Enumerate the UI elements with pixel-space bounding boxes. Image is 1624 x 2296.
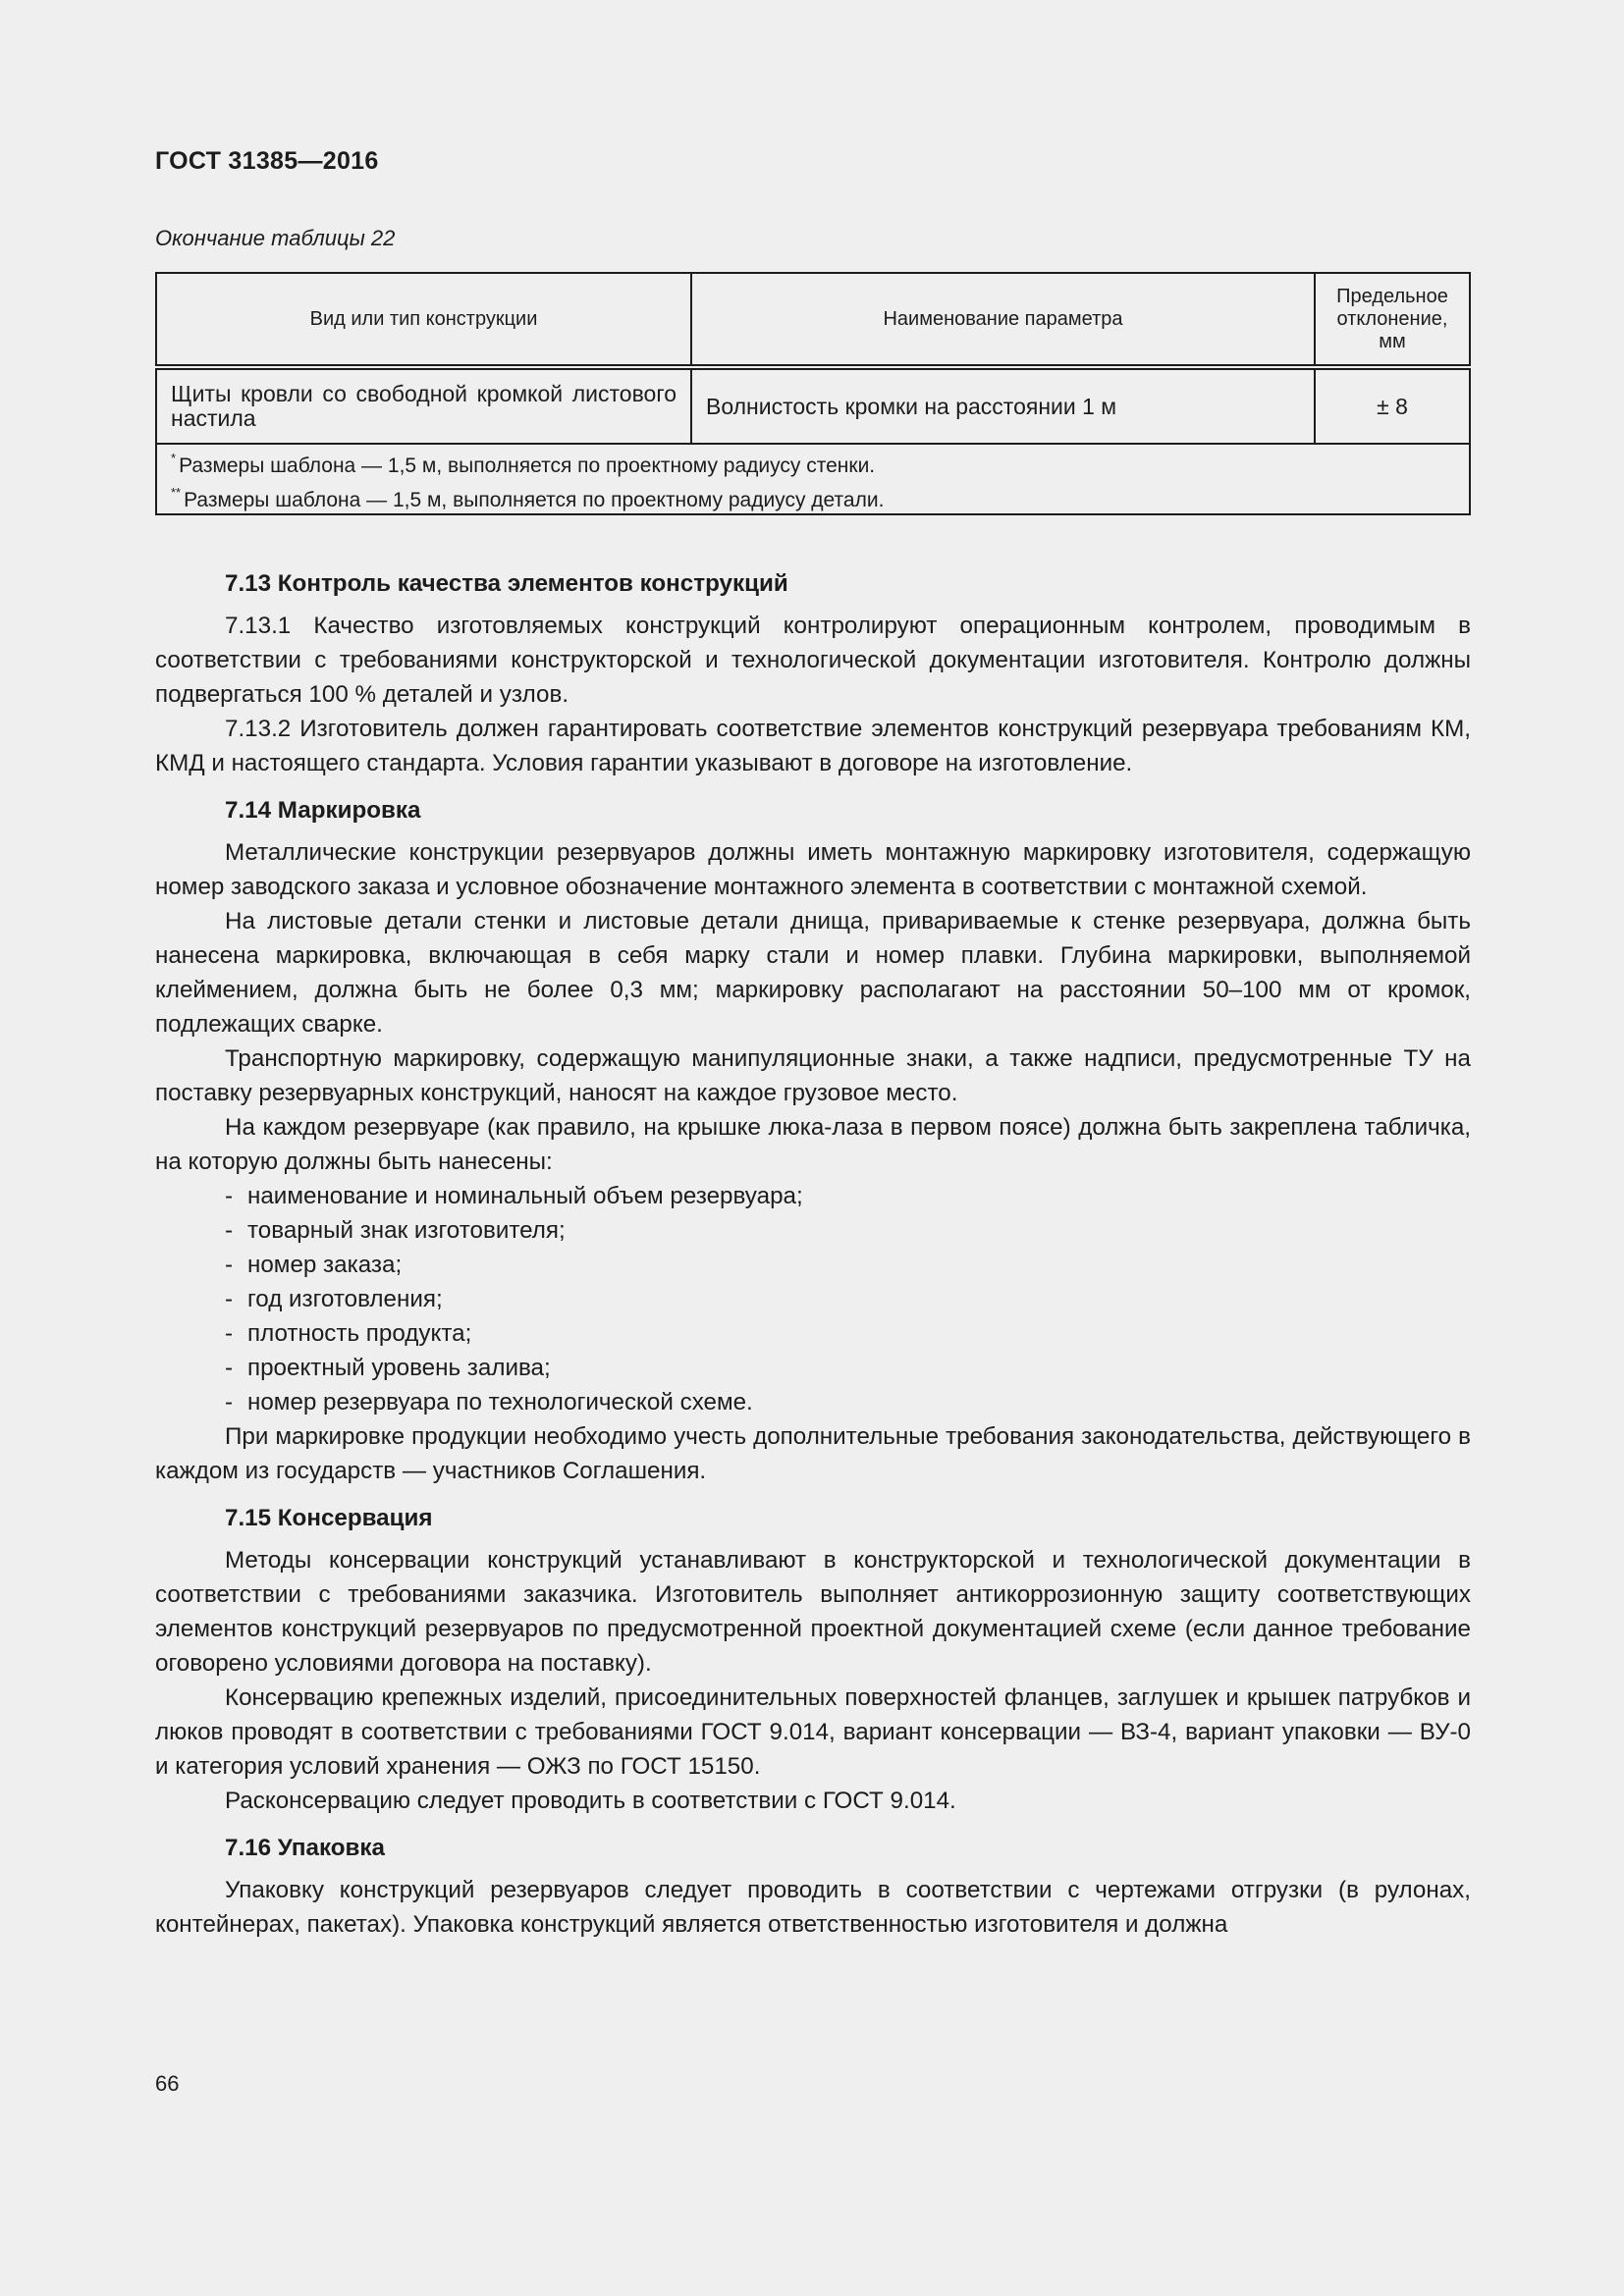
list-item-text: номер заказа;	[247, 1252, 403, 1278]
paragraph: 7.13.1 Качество изготовляемых конструкций контролируют операционным контролем, проводимым в соответствии с требованиями конструкторской и технологической документации изготовителя. Контролю должны подвергаться 100 % деталей и узлов.	[155, 613, 1471, 708]
table-header-row	[156, 273, 1470, 367]
list-item	[225, 1316, 1471, 1351]
cell-type: Щиты кровли со свободной кромкой листового настила	[156, 367, 691, 444]
list-item	[225, 1179, 1471, 1213]
list-item-text: проектный уровень залива;	[247, 1355, 551, 1381]
column-header-type: Вид или тип конструкции	[156, 273, 691, 367]
spec-table	[155, 272, 1471, 515]
table-notes-row	[156, 444, 1470, 514]
list-item-text: наименование и номинальный объем резервуара;	[247, 1183, 803, 1209]
section-heading-7-15: 7.15 Консервация	[225, 1505, 433, 1531]
table-caption: Окончание таблицы 22	[155, 226, 396, 250]
section-heading-7-14: 7.14 Маркировка	[225, 797, 421, 824]
paragraph: Расконсервацию следует проводить в соответствии с ГОСТ 9.014.	[225, 1788, 956, 1814]
cell-deviation: ± 8	[1315, 367, 1470, 444]
paragraph: При маркировке продукции необходимо учесть дополнительные требования законодательства, действующего в каждом из государств — участников Соглашения.	[155, 1423, 1471, 1484]
list-dash: -	[225, 1320, 234, 1347]
note-text: Размеры шаблона — 1,5 м, выполняется по проектному радиусу стенки.	[179, 454, 876, 477]
table-note	[171, 479, 1455, 513]
list-dash: -	[225, 1183, 234, 1209]
column-header-deviation: Предельное отклонение, мм	[1315, 273, 1470, 367]
paragraph: На каждом резервуаре (как правило, на крышке люка-лаза в первом поясе) должна быть закреплена табличка, на которую должны быть нанесены:	[155, 1114, 1471, 1175]
paragraph: Металлические конструкции резервуаров должны иметь монтажную маркировку изготовителя, содержащую номер заводского заказа и условное обозначение монтажного элемента в соответствии с монтажной схемой.	[155, 839, 1471, 900]
list-dash: -	[225, 1217, 234, 1244]
document-id: ГОСТ 31385—2016	[155, 147, 379, 175]
paragraph: Консервацию крепежных изделий, присоединительных поверхностей фланцев, заглушек и крышек патрубков и люков проводят в соответствии с требованиями ГОСТ 9.014, вариант консервации — ВЗ-4, вариант упаковки — ВУ-0 и категория условий хранения — ОЖЗ по ГОСТ 15150.	[155, 1684, 1471, 1780]
list-item-text: товарный знак изготовителя;	[247, 1217, 566, 1244]
table-note	[171, 445, 1455, 479]
paragraph: На листовые детали стенки и листовые детали днища, привариваемые к стенке резервуара, должна быть нанесена маркировка, включающая в себя марку стали и номер плавки. Глубина маркировки, выполняемой клеймением, должна быть не более 0,3 мм; маркировку располагают на расстоянии 50–100 мм от кромок, подлежащих сварке.	[155, 908, 1471, 1038]
list-item-text: плотность продукта;	[247, 1320, 472, 1347]
list-item-text: номер резервуара по технологической схеме.	[247, 1389, 753, 1415]
page-number: 66	[155, 2071, 180, 2096]
marking-list	[155, 1179, 1471, 1419]
section-heading-7-13: 7.13 Контроль качества элементов конструкций	[225, 570, 788, 597]
cell-param: Волнистость кромки на расстоянии 1 м	[691, 367, 1315, 444]
list-dash: -	[225, 1286, 234, 1312]
paragraph: Методы консервации конструкций устанавливают в конструкторской и технологической документации в соответствии с требованиями заказчика. Изготовитель выполняет антикоррозионную защиту соответствующих элементов конструкций резервуаров по предусмотренной проектной документацией схеме (если данное требование оговорено условиями договора на поставку).	[155, 1547, 1471, 1677]
list-item	[225, 1351, 1471, 1385]
note-mark: **	[171, 485, 182, 500]
list-item-text: год изготовления;	[247, 1286, 443, 1312]
table-row	[156, 367, 1470, 444]
column-header-param: Наименование параметра	[691, 273, 1315, 367]
paragraph: 7.13.2 Изготовитель должен гарантировать соответствие элементов конструкций резервуара требованиям КМ, КМД и настоящего стандарта. Условия гарантии указывают в договоре на изготовление.	[155, 716, 1471, 776]
list-item	[225, 1213, 1471, 1248]
list-dash: -	[225, 1389, 234, 1415]
list-item	[225, 1282, 1471, 1316]
paragraph: Упаковку конструкций резервуаров следует проводить в соответствии с чертежами отгрузки (в рулонах, контейнерах, пакетах). Упаковка конструкций является ответственностью изготовителя и должна	[155, 1877, 1471, 1938]
section-heading-7-16: 7.16 Упаковка	[225, 1835, 385, 1861]
note-text: Размеры шаблона — 1,5 м, выполняется по проектному радиусу детали.	[184, 489, 885, 511]
paragraph: Транспортную маркировку, содержащую манипуляционные знаки, а также надписи, предусмотренные ТУ на поставку резервуарных конструкций, наносят на каждое грузовое место.	[155, 1045, 1471, 1106]
document-body	[155, 567, 1471, 1942]
table-notes	[156, 444, 1470, 514]
list-dash: -	[225, 1252, 234, 1278]
note-mark: *	[171, 451, 177, 465]
list-item	[225, 1385, 1471, 1419]
list-item	[225, 1248, 1471, 1282]
list-dash: -	[225, 1355, 234, 1381]
